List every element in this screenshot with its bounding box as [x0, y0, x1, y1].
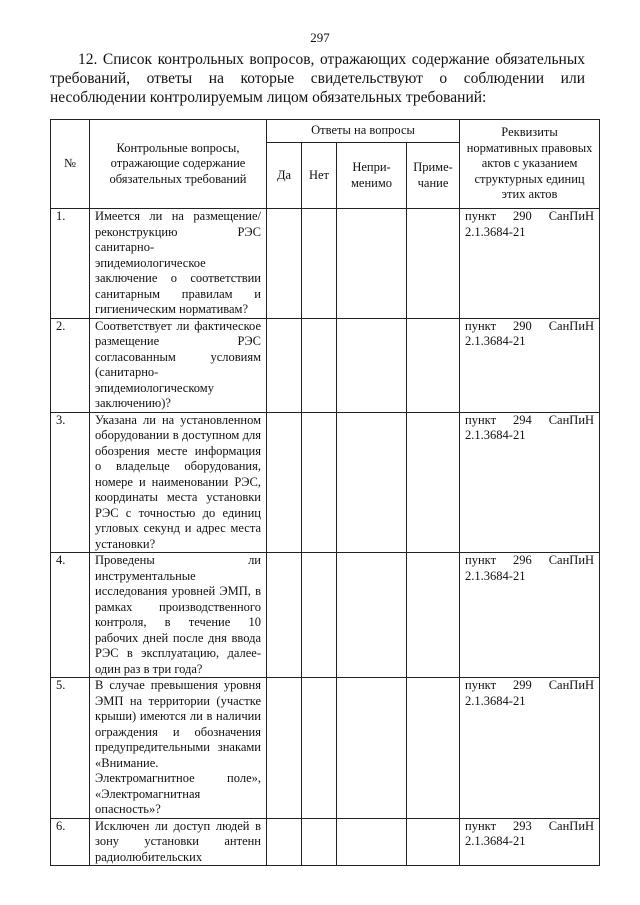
header-refs: Реквизиты нормативных правовых актов с указанием структурных единиц этих актов — [460, 120, 600, 209]
row-question: Исключен ли доступ людей в зону установки антенн радиолюбительских — [90, 818, 267, 866]
row-reference: пункт 290 СанПиН 2.1.3684-21 — [460, 318, 600, 412]
row-number: 2. — [51, 318, 90, 412]
cell-note — [407, 553, 460, 678]
cell-note — [407, 818, 460, 866]
header-answers: Ответы на вопросы — [267, 120, 460, 143]
page-number: 297 — [310, 30, 330, 45]
cell-yes — [267, 553, 302, 678]
row-number: 1. — [51, 209, 90, 319]
row-number: 5. — [51, 678, 90, 819]
table-row — [51, 553, 600, 678]
row-reference: пункт 290 СанПиН 2.1.3684-21 — [460, 209, 600, 319]
cell-not-applicable — [337, 209, 407, 319]
cell-no — [302, 818, 337, 866]
cell-note — [407, 412, 460, 553]
row-question: Имеется ли на размещение/реконструкцию РЭС санитарно-эпидемиологическое заключение о соответствии санитарным правилам и гигиеническим нормативам? — [90, 209, 267, 319]
header-no: Нет — [302, 143, 337, 209]
header-note: Приме-чание — [407, 143, 460, 209]
header-not-applicable: Непри-менимо — [337, 143, 407, 209]
row-question: Соответствует ли фактическое размещение РЭС согласованным условиям (санитарно-эпидемиологическому заключению)? — [90, 318, 267, 412]
cell-not-applicable — [337, 818, 407, 866]
table-row — [51, 209, 600, 319]
requirements-table — [50, 119, 600, 866]
header-question: Контрольные вопросы, отражающие содержание обязательных требований — [90, 120, 267, 209]
cell-yes — [267, 818, 302, 866]
cell-yes — [267, 412, 302, 553]
cell-not-applicable — [337, 412, 407, 553]
table-row — [51, 678, 600, 819]
cell-no — [302, 318, 337, 412]
row-number: 6. — [51, 818, 90, 866]
header-yes: Да — [267, 143, 302, 209]
header-num: № — [51, 120, 90, 209]
row-number: 4. — [51, 553, 90, 678]
cell-no — [302, 553, 337, 678]
table-row — [51, 818, 600, 866]
cell-note — [407, 678, 460, 819]
row-question: Проведены ли инструментальные исследования уровней ЭМП, в рамках производственного контроля, в течение 10 рабочих дней после дня ввода РЭС в эксплуатацию, далее-один раз в три года? — [90, 553, 267, 678]
cell-not-applicable — [337, 553, 407, 678]
row-reference: пункт 296 СанПиН 2.1.3684-21 — [460, 553, 600, 678]
cell-no — [302, 209, 337, 319]
cell-yes — [267, 678, 302, 819]
cell-not-applicable — [337, 678, 407, 819]
table-row — [51, 318, 600, 412]
table-row — [51, 412, 600, 553]
section-heading: 12. Список контрольных вопросов, отражающих содержание обязательных требований, ответы на которые свидетельствуют о соблюдении или несоблюдении контролируемым лицом обязательных требований: — [50, 51, 585, 106]
row-reference: пункт 294 СанПиН 2.1.3684-21 — [460, 412, 600, 553]
row-question: Указана ли на установленном оборудовании в доступном для обозрения месте информация о владельце оборудования, номере и наименовании РЭС, координаты места установки РЭС с точностью до единиц угловых секунд и адрес места установки? — [90, 412, 267, 553]
cell-note — [407, 318, 460, 412]
cell-no — [302, 412, 337, 553]
cell-not-applicable — [337, 318, 407, 412]
row-number: 3. — [51, 412, 90, 553]
cell-no — [302, 678, 337, 819]
cell-yes — [267, 209, 302, 319]
row-question: В случае превышения уровня ЭМП на территории (участке крыши) имеются ли в наличии ограждения и обозначения предупредительными знаками «Внимание. Электромагнитное поле», «Электромагнитная опасность»? — [90, 678, 267, 819]
cell-yes — [267, 318, 302, 412]
row-reference: пункт 293 СанПиН 2.1.3684-21 — [460, 818, 600, 866]
cell-note — [407, 209, 460, 319]
row-reference: пункт 299 СанПиН 2.1.3684-21 — [460, 678, 600, 819]
